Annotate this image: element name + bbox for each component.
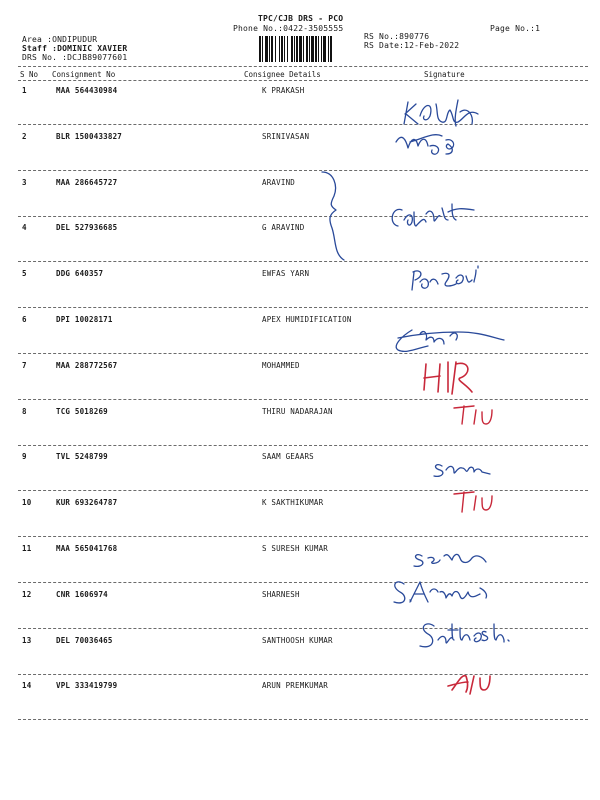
row-consignment-number: DPI 10028171 [56, 315, 113, 324]
barcode-bar [291, 36, 293, 62]
row-consignment-number: MAA 564430984 [56, 86, 118, 95]
row-sno: 10 [22, 498, 32, 508]
row-divider [18, 216, 588, 217]
barcode-bar [303, 36, 304, 62]
staff-field: Staff :DOMINIC XAVIER [22, 44, 128, 53]
rs-date: RS Date:12-Feb-2022 [364, 41, 460, 50]
row-consignment-number: DEL 70036465 [56, 635, 113, 645]
row-sno: 14 [22, 681, 32, 691]
row-divider [18, 674, 588, 675]
row-consignment-number: VPL 333419799 [56, 681, 118, 691]
row-divider [18, 445, 588, 446]
row-sno: 5 [22, 269, 27, 279]
barcode-bar [330, 36, 332, 62]
row-consignee-name: K PRAKASH [262, 86, 305, 95]
barcode-bar [309, 36, 310, 62]
row-divider [18, 582, 588, 583]
header-rule-top [18, 66, 588, 67]
row-consignment-number: DDG 640357 [56, 269, 104, 279]
drs-number: DRS No. :DCJB89077601 [22, 53, 128, 62]
row-consignee-name: SHARNESH [262, 589, 300, 599]
row-divider [18, 536, 588, 537]
barcode-bar [284, 36, 285, 62]
row-sno: 1 [22, 86, 27, 95]
barcode-bar [294, 36, 295, 62]
row-consignee-name: ARUN PREMKUMAR [262, 681, 329, 691]
row-divider [18, 261, 588, 262]
row-consignee-name: SANTHOOSH KUMAR [262, 635, 333, 645]
barcode-bar [269, 36, 270, 62]
row-sno: 8 [22, 406, 27, 416]
row-sno: 6 [22, 315, 27, 324]
row-sno: 2 [22, 131, 27, 141]
row-sno: 9 [22, 452, 27, 462]
row-consignee-name: ARAVIND [262, 177, 296, 187]
row-consignee-name: SRINIVASAN [262, 131, 310, 141]
barcode-bar [259, 36, 261, 62]
row-sno: 12 [22, 589, 32, 599]
row-consignee-name: MOHAMMED [262, 360, 300, 370]
rs-number: RS No.:890776 [364, 32, 430, 41]
row-consignment-number: TCG 5018269 [56, 406, 108, 416]
barcode-bar [306, 36, 308, 62]
row-consignment-number: DEL 527936685 [56, 223, 118, 233]
column-consignee: Consignee Details [244, 70, 321, 79]
barcode-bar [321, 36, 322, 62]
row-consignment-number: MAA 565041768 [56, 544, 118, 553]
barcode-bar [299, 36, 302, 62]
barcode-bar [265, 36, 268, 62]
row-consignee-name: APEX HUMIDIFICATION [262, 315, 352, 324]
barcode-bar [275, 36, 276, 62]
page-number: Page No.:1 [490, 24, 541, 33]
barcode-bar [311, 36, 314, 62]
row-consignment-number: MAA 286645727 [56, 177, 118, 187]
barcode-bar [296, 36, 298, 62]
row-divider [18, 124, 588, 125]
row-divider [18, 353, 588, 354]
barcode-bar [262, 36, 263, 62]
row-divider [18, 719, 588, 720]
area-field: Area :ONDIPUDUR [22, 35, 98, 44]
row-consignee-name: S SURESH KUMAR [262, 544, 329, 553]
barcode-bar [271, 36, 273, 62]
row-sno: 11 [22, 544, 32, 553]
barcode-bar [279, 36, 280, 62]
phone-number: Phone No.:0422-3505555 [233, 24, 344, 33]
column-signature: Signature [424, 70, 465, 79]
header-rule-bottom [18, 80, 588, 81]
barcode-bar [281, 36, 283, 62]
row-sno: 7 [22, 360, 27, 370]
row-consignee-name: K SAKTHIKUMAR [262, 498, 324, 508]
row-divider [18, 628, 588, 629]
row-consignment-number: TVL 5248799 [56, 452, 108, 462]
row-divider [18, 399, 588, 400]
row-consignment-number: CNR 1606974 [56, 589, 108, 599]
barcode-bar [328, 36, 329, 62]
row-consignee-name: THIRU NADARAJAN [262, 406, 333, 416]
barcode-image [258, 36, 362, 62]
barcode-bar [323, 36, 326, 62]
row-sno: 13 [22, 635, 32, 645]
row-consignee-name: G ARAVIND [262, 223, 305, 233]
row-sno: 3 [22, 177, 27, 187]
sheet-title: TPC/CJB DRS - PCO [258, 14, 344, 23]
row-sno: 4 [22, 223, 27, 233]
column-consignment: Consignment No [52, 70, 116, 79]
row-consignment-number: KUR 693264787 [56, 498, 118, 508]
row-consignment-number: MAA 288772567 [56, 360, 118, 370]
barcode-bar [318, 36, 319, 62]
barcode-bar [315, 36, 317, 62]
barcode-bar [287, 36, 288, 62]
column-sno: S No [20, 70, 39, 79]
row-consignee-name: EWFAS YARN [262, 269, 310, 279]
row-consignment-number: BLR 1500433827 [56, 131, 123, 141]
row-consignee-name: SAAM GEAARS [262, 452, 314, 462]
row-divider [18, 307, 588, 308]
row-divider [18, 170, 588, 171]
row-divider [18, 490, 588, 491]
